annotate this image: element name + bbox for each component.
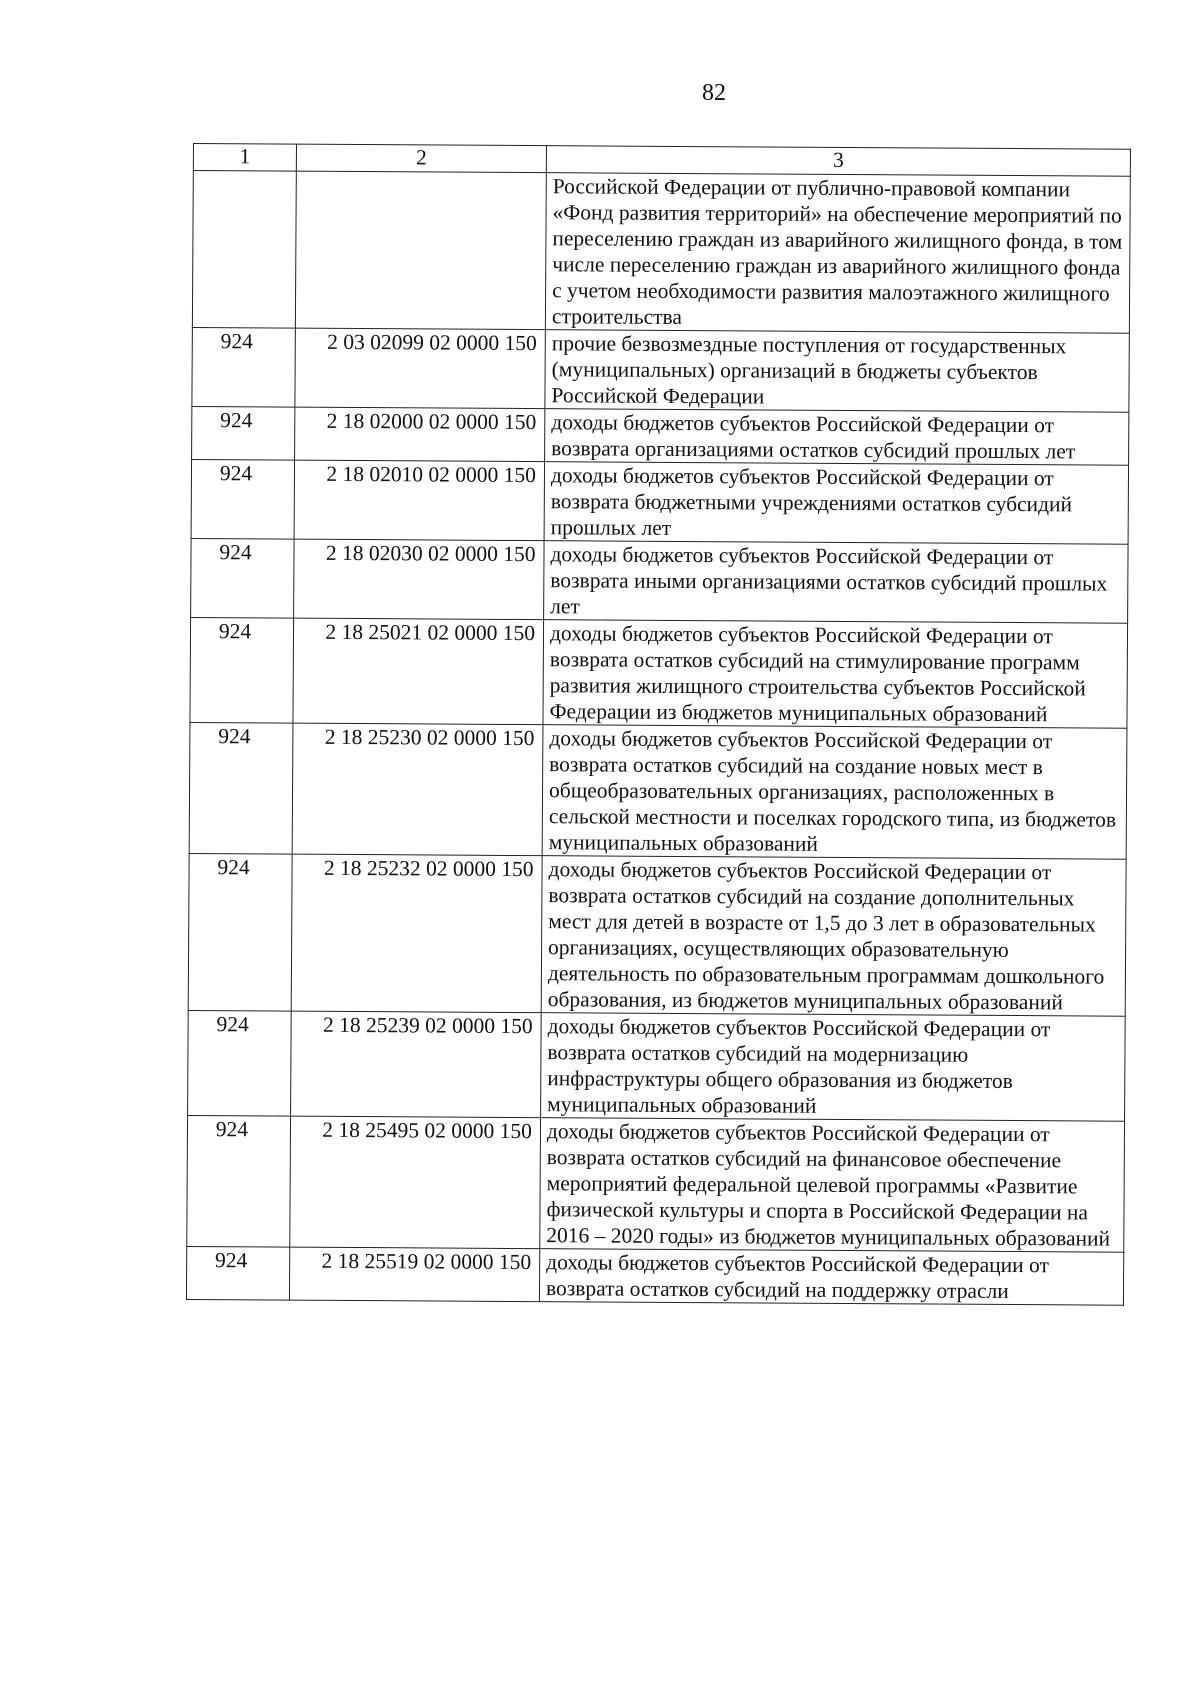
admin-code-cell: 924 bbox=[191, 459, 294, 539]
revenue-code-cell: 2 18 25230 02 0000 150 bbox=[292, 723, 543, 856]
revenue-description-cell: доходы бюджетов субъектов Российской Федерации от возврата остатков субсидий на стимулирование программ развития жилищного строительства субъектов Российской Федерации из бюджетов муниципальных образований bbox=[543, 620, 1128, 729]
header-col-2: 2 bbox=[296, 144, 546, 173]
table-row bbox=[192, 171, 1130, 334]
table-row bbox=[191, 459, 1128, 544]
revenue-code-cell: 2 18 25519 02 0000 150 bbox=[289, 1247, 539, 1302]
revenue-code-cell: 2 18 02000 02 0000 150 bbox=[295, 407, 545, 462]
admin-code-cell: 924 bbox=[187, 1115, 291, 1247]
page-number: 82 bbox=[702, 80, 726, 106]
header-col-3: 3 bbox=[546, 146, 1130, 177]
admin-code-cell: 924 bbox=[188, 853, 292, 1011]
admin-code-cell: 924 bbox=[189, 722, 293, 854]
table-body bbox=[186, 171, 1130, 1306]
revenue-code-cell: 2 18 25239 02 0000 150 bbox=[291, 1011, 542, 1118]
table-row bbox=[188, 853, 1126, 1016]
table-row bbox=[192, 327, 1129, 412]
revenue-code-cell: 2 18 02030 02 0000 150 bbox=[294, 539, 544, 620]
revenue-description-cell: доходы бюджетов субъектов Российской Федерации от возврата организациями остатков субсидий прошлых лет bbox=[545, 409, 1129, 466]
revenue-description-cell: прочие безвозмездные поступления от государственных (муниципальных) организаций в бюджеты субъектов Российской Федерации bbox=[545, 330, 1129, 413]
table-row bbox=[189, 722, 1127, 859]
header-col-1: 1 bbox=[193, 144, 296, 172]
revenue-code-cell: 2 18 25495 02 0000 150 bbox=[290, 1116, 541, 1249]
table-row bbox=[190, 617, 1128, 728]
revenue-description-cell: доходы бюджетов субъектов Российской Федерации от возврата иными организациями остатков субсидий прошлых лет bbox=[544, 541, 1128, 624]
revenue-code-cell: 2 18 25021 02 0000 150 bbox=[293, 618, 544, 725]
revenue-description-cell: доходы бюджетов субъектов Российской Федерации от возврата остатков субсидий на создание новых мест в общеобразовательных организациях, расположенных в сельской местности и поселках городского типа, из бюджетов муниципальных образований bbox=[542, 725, 1127, 860]
admin-code-cell: 924 bbox=[192, 327, 295, 407]
table-row bbox=[186, 1246, 1123, 1305]
revenue-description-cell: доходы бюджетов субъектов Российской Федерации от возврата остатков субсидий на финансовое обеспечение мероприятий федеральной целевой программы «Развитие физической культуры и спорта в Российской Федерации на 2016 – 2020 годы» из бюджетов муниципальных образований bbox=[540, 1118, 1125, 1253]
admin-code-cell: 924 bbox=[191, 538, 294, 618]
revenue-code-cell: 2 18 25232 02 0000 150 bbox=[291, 854, 542, 1013]
admin-code-cell: 924 bbox=[188, 1010, 292, 1116]
revenue-code-cell: 2 03 02099 02 0000 150 bbox=[295, 328, 545, 409]
revenue-code-cell bbox=[295, 171, 546, 330]
admin-code-cell bbox=[192, 171, 296, 329]
table-row bbox=[191, 538, 1128, 623]
table-row bbox=[187, 1115, 1125, 1252]
admin-code-cell: 924 bbox=[186, 1246, 289, 1300]
table-row bbox=[192, 406, 1129, 465]
revenue-codes-table bbox=[186, 143, 1131, 1306]
revenue-description-cell: доходы бюджетов субъектов Российской Федерации от возврата остатков субсидий на модернизацию инфраструктуры общего образования из бюджетов муниципальных образований bbox=[541, 1013, 1126, 1122]
admin-code-cell: 924 bbox=[190, 617, 294, 723]
revenue-code-cell: 2 18 02010 02 0000 150 bbox=[294, 460, 544, 541]
admin-code-cell: 924 bbox=[192, 406, 295, 460]
revenue-description-cell: доходы бюджетов субъектов Российской Федерации от возврата бюджетными учреждениями остатков субсидий прошлых лет bbox=[544, 462, 1128, 545]
revenue-description-cell: доходы бюджетов субъектов Российской Федерации от возврата остатков субсидий на поддержку отрасли bbox=[539, 1249, 1123, 1306]
revenue-description-cell: Российской Федерации от публично-правовой компании «Фонд развития территорий» на обеспечение мероприятий по переселению граждан из аварийного жилищного фонда, в том числе переселению граждан из аварийного жилищного фонда с учетом необходимости развития малоэтажного жилищного строительства bbox=[545, 173, 1130, 334]
table-row bbox=[188, 1010, 1126, 1121]
revenue-description-cell: доходы бюджетов субъектов Российской Федерации от возврата остатков субсидий на создание дополнительных мест для детей в возрасте от 1,5 до 3 лет в образовательных организациях, осуществляющих образовательную деятельность по образовательным программам дошкольного образования, из бюджетов муниципальных образований bbox=[541, 856, 1126, 1017]
